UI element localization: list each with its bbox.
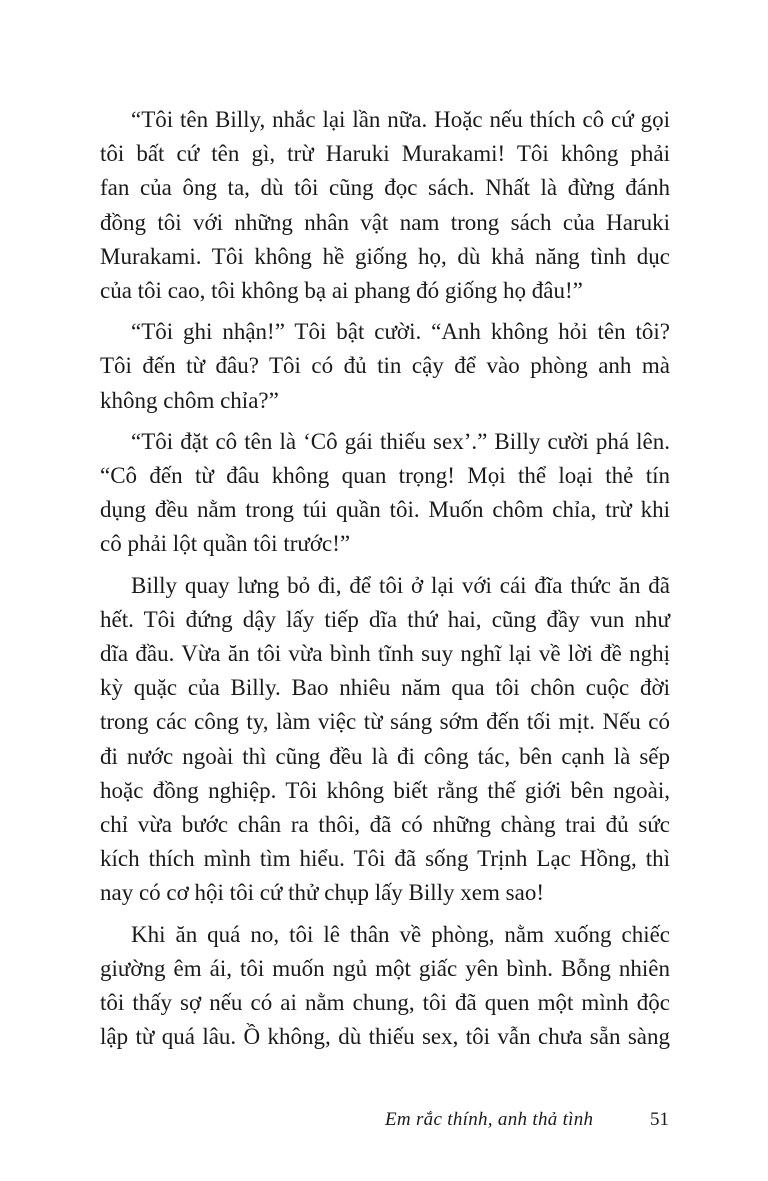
text-line: Murakami. Tôi không hề giống họ, dù khả năng tình dục	[100, 243, 670, 269]
text-line: trong các công ty, làm việc từ sáng sớm đến tối mịt. Nếu có	[100, 709, 670, 735]
text-line: Khi ăn quá no, tôi lê thân về phòng, nằm xuống chiếc	[131, 921, 670, 947]
text-line: Tôi đến từ đâu? Tôi có đủ tin cậy để vào phòng anh mà	[100, 353, 670, 379]
paragraph	[100, 425, 670, 562]
text-line: “Tôi ghi nhận!” Tôi bật cười. “Anh không hỏi tên tôi?	[131, 319, 670, 345]
text-line: “Tôi tên Billy, nhắc lại lần nữa. Hoặc nếu thích cô cứ gọi	[131, 107, 670, 132]
paragraph	[100, 918, 670, 1055]
paragraph	[100, 315, 670, 418]
text-line: nay có cơ hội tôi cứ thử chụp lấy Billy xem sao!	[100, 880, 544, 906]
text-line: tôi thấy sợ nếu có ai nằm chung, tôi đã quen một mình độc	[100, 990, 670, 1016]
page-footer	[385, 1105, 669, 1135]
text-line: kích thích mình tìm hiểu. Tôi đã sống Trịnh Lạc Hồng, thì	[100, 846, 670, 872]
text-line: dĩa đầu. Vừa ăn tôi vừa bình tĩnh suy nghĩ lại về lời đề nghị	[100, 641, 670, 667]
text-line: hoặc đồng nghiệp. Tôi không biết rằng thế giới bên ngoài,	[100, 777, 670, 803]
paragraph	[100, 569, 670, 911]
page-number: 51	[650, 1109, 669, 1130]
text-line: Billy quay lưng bỏ đi, để tôi ở lại với cái đĩa thức ăn đã	[131, 572, 670, 598]
text-line: đồng tôi với những nhân vật nam trong sách của Haruki	[100, 209, 670, 235]
text-line: kỳ quặc của Billy. Bao nhiêu năm qua tôi chôn cuộc đời	[100, 675, 670, 701]
text-line: “Cô đến từ đâu không quan trọng! Mọi thể loại thẻ tín	[100, 463, 670, 489]
body-text	[100, 103, 670, 1061]
text-line: lập từ quá lâu. Ồ không, dù thiếu sex, tôi vẫn chưa sẵn sàng	[100, 1024, 670, 1050]
text-line: giường êm ái, tôi muốn ngủ một giấc yên bình. Bỗng nhiên	[100, 955, 670, 981]
text-line: chỉ vừa bước chân ra thôi, đã có những chàng trai đủ sức	[100, 812, 670, 838]
text-line: dụng đều nằm trong túi quần tôi. Muốn chôm chỉa, trừ khi	[100, 497, 670, 523]
text-line: cô phải lột quần tôi trước!”	[100, 531, 351, 557]
text-line: “Tôi đặt cô tên là ‘Cô gái thiếu sex’.” Billy cười phá lên.	[131, 428, 670, 454]
text-line: đi nước ngoài thì cũng đều là đi công tác, bên cạnh là sếp	[100, 743, 670, 769]
text-line: không chôm chỉa?”	[100, 387, 279, 413]
text-line: fan của ông ta, dù tôi cũng đọc sách. Nhất là đừng đánh	[100, 175, 670, 201]
text-line: tôi bất cứ tên gì, trừ Haruki Murakami! Tôi không phải	[100, 141, 670, 167]
text-line: hết. Tôi đứng dậy lấy tiếp dĩa thứ hai, cũng đầy vun như	[100, 606, 670, 632]
running-title: Em rắc thính, anh thả tình	[385, 1109, 594, 1130]
paragraph	[100, 103, 670, 308]
text-line: của tôi cao, tôi không bạ ai phang đó giống họ đâu!”	[100, 278, 583, 304]
